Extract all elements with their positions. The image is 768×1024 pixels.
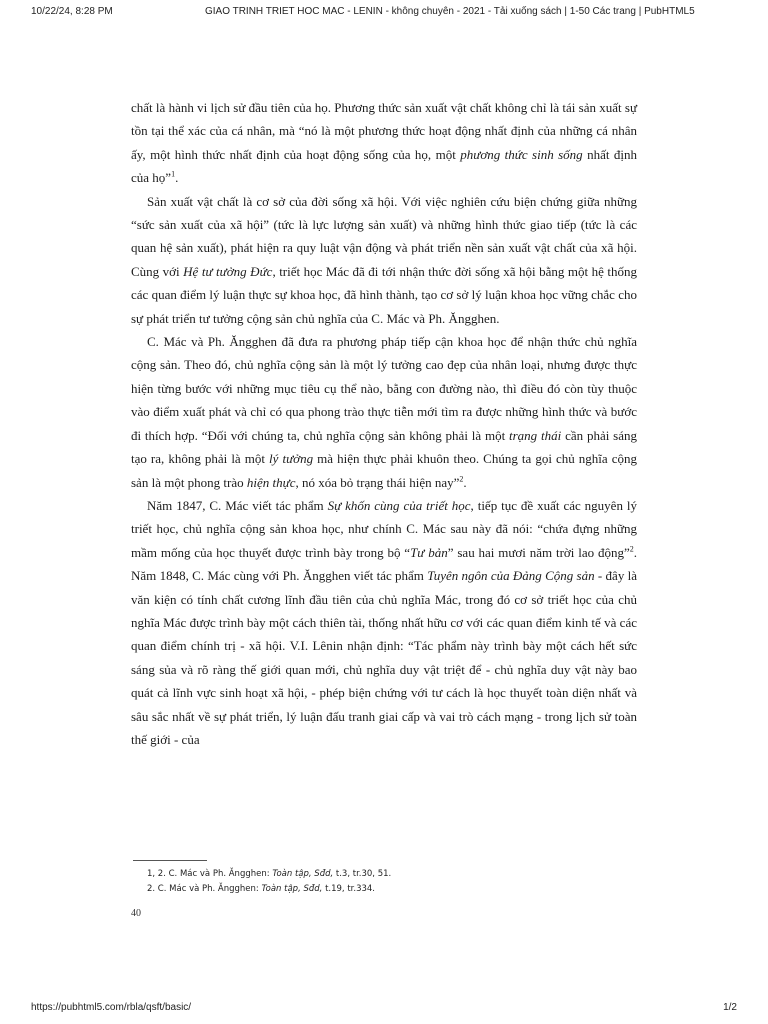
print-date: 10/22/24, 8:28 PM: [31, 6, 113, 17]
print-footer: [0, 996, 768, 1024]
italic-text: Hệ tư tưởng Đức: [183, 263, 273, 279]
footnote-ref: 1: [171, 169, 176, 179]
footnote-ref: 2: [459, 474, 464, 484]
footnotes: [147, 867, 391, 896]
text-run: .: [463, 474, 467, 490]
text-run: , triết học Mác đã đi tới nhận thức đời sống xã hội bằng một hệ thống các quan điểm lý luận thực sự khoa học, đã hình thành, tạo cơ sở lý luận khoa học vững chắc cho sự phát triển tư tưởng cộng sản chủ nghĩa của C. Mác và Ph. Ăngghen.: [131, 263, 637, 326]
document-body: [131, 96, 637, 751]
text-run: C. Mác và Ph. Ăngghen đã đưa ra phương pháp tiếp cận khoa học để nhận thức chủ nghĩa cộng sản. Theo đó, chủ nghĩa cộng sản là một lý tưởng cao đẹp của nhân loại, nhưng được thực hiện từng bước với những mục tiêu cụ thể nào, bằng con đường nào, thì điều đó còn tùy thuộc vào điểm xuất phát và chỉ có qua phong trào thực tiễn mới tìm ra được những hình thức và bước đi thích hợp. “Đối với chúng ta, chủ nghĩa cộng sản không phải là một: [131, 334, 637, 443]
paragraph: [131, 330, 637, 494]
footnote-prefix: 2. C. Mác và Ph. Ăngghen:: [147, 883, 262, 894]
footnote-suffix: t.19, tr.334.: [322, 883, 376, 894]
text-run: chất là hành vi lịch sử đầu tiên của họ. Phương thức sản xuất vật chất không chỉ là tái sản xuất sự tồn tại thể xác của cá nhân, mà “nó là một phương thức hoạt động nhất định của những cá nhân ấy, một hình thức nhất định của hoạt động sống của họ, một: [131, 100, 637, 162]
footnote-italic: Toàn tập, Sđd,: [272, 869, 334, 879]
italic-text: Sự khốn cùng của triết học: [327, 497, 471, 513]
text-run: . Năm 1848, C. Mác cùng với Ph. Ăngghen viết tác phẩm: [131, 544, 637, 584]
paragraph: [131, 96, 637, 190]
print-header: [0, 0, 768, 22]
print-page-count: 1/2: [723, 1002, 737, 1013]
text-run: mà hiện thực phải khuôn theo. Chúng ta gọi chủ nghĩa cộng sản là một phong trào: [131, 451, 638, 490]
text-run: Năm 1847, C. Mác viết tác phẩm: [147, 497, 328, 513]
print-title: GIAO TRINH TRIET HOC MAC - LENIN - không chuyên - 2021 - Tải xuống sách | 1-50 Các trang | PubHTML5: [205, 6, 695, 17]
footnote-prefix: 1, 2. C. Mác và Ph. Ăngghen:: [147, 869, 273, 879]
text-run: , tiếp tục đề xuất các nguyên lý triết học, chủ nghĩa cộng sản khoa học, như chính C. Mác sau này đã nói: “chứa đựng những mầm mống của học thuyết được trình bày trong bộ “: [131, 497, 637, 560]
footnote-divider: [133, 860, 207, 861]
text-run: cần phải sáng tạo ra, không phải là một: [131, 427, 637, 467]
italic-text: trạng thái: [509, 427, 562, 443]
text-run: Sản xuất vật chất là cơ sở của đời sống xã hội. Với việc nghiên cứu biện chứng giữa những “sức sản xuất của xã hội” (tức là lực lượng sản xuất) và những hình thức giao tiếp (tức là các quan hệ sản xuất), phát hiện ra quy luật vận động và phát triển nền sản xuất vật chất của xã hội. Cùng với: [131, 193, 637, 279]
page-number: 40: [131, 908, 141, 919]
paragraph: [131, 190, 637, 330]
print-url[interactable]: https://pubhtml5.com/rbla/qsft/basic/: [31, 1002, 192, 1013]
footnote-suffix: t.3, tr.30, 51.: [333, 869, 392, 879]
text-run: .: [175, 170, 179, 186]
footnote-ref: 2: [629, 544, 634, 554]
italic-text: phương thức sinh sống: [460, 146, 583, 162]
text-run: nhất định của họ”: [131, 146, 637, 186]
italic-text: Tư bản: [410, 544, 448, 560]
paragraph: [131, 494, 637, 751]
footnote: [147, 867, 391, 882]
footnote-italic: Toàn tập, Sđd,: [261, 883, 323, 894]
italic-text: hiện thực: [246, 474, 296, 490]
text-run: - đây là văn kiện có tính chất cương lĩnh đầu tiên của chủ nghĩa Mác, trong đó cơ sở triết học của chủ nghĩa Mác được trình bày một cách thiên tài, thống nhất hữu cơ với các quan điểm kinh tế và các quan điểm chính trị - xã hội. V.I. Lênin nhận định: “Tác phẩm này trình bày một cách hết sức sáng sủa và rõ ràng thế giới quan mới, chủ nghĩa duy vật triệt để - chủ nghĩa duy vật này bao quát cả lĩnh vực sinh hoạt xã hội, - phép biện chứng với tư cách là học thuyết toàn diện nhất và sâu sắc nhất về sự phát triển, lý luận đấu tranh giai cấp và vai trò cách mạng - trong lịch sử toàn thế giới - của: [131, 568, 637, 747]
italic-text: lý tưởng: [269, 451, 314, 467]
text-run: , nó xóa bỏ trạng thái hiện nay”: [295, 474, 460, 490]
italic-text: Tuyên ngôn của Đảng Cộng sản: [427, 568, 595, 584]
text-run: ” sau hai mươi năm trời lao động”: [447, 544, 630, 560]
footnote: [147, 882, 391, 897]
